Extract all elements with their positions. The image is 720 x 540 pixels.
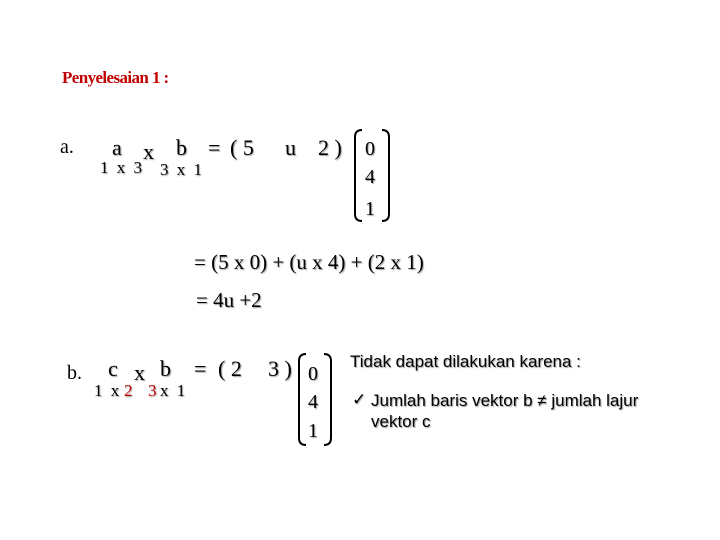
part-b-dim1-rows: 1 x xyxy=(94,381,122,400)
part-b-vector-entry: 0 xyxy=(308,363,318,385)
part-a-row-open: ( 5 xyxy=(230,135,254,160)
part-a-var2: b xyxy=(176,135,187,160)
part-b-row-close: 3 ) xyxy=(268,356,292,381)
part-b-times: x xyxy=(134,360,145,385)
note-heading: Tidak dapat dilakukan karena : xyxy=(350,352,581,371)
part-a-row-close: 2 ) xyxy=(318,135,342,160)
part-a-step1: = (5 x 0) + (u x 4) + (2 x 1) xyxy=(194,250,424,274)
part-b-label: b. xyxy=(67,362,82,384)
part-a-times: x xyxy=(143,139,154,164)
note-line1: Jumlah baris vektor b ≠ jumlah lajur xyxy=(371,391,639,410)
part-a-label: a. xyxy=(60,136,74,158)
part-a-vector-entry: 0 xyxy=(365,138,375,160)
part-a-step2: = 4u +2 xyxy=(196,288,262,312)
part-a-equals: = xyxy=(208,135,221,160)
part-a-var1: a xyxy=(112,135,122,160)
part-b-dim2-cols: x 1 xyxy=(160,381,188,400)
part-b-var1: c xyxy=(108,356,118,381)
part-a-dim2: 3 x 1 xyxy=(160,160,204,179)
part-b-vector-entry: 1 xyxy=(308,420,318,442)
part-a-vector-entry: 4 xyxy=(365,166,375,188)
part-b-dim2-rows: 3 xyxy=(148,381,159,400)
part-b-equals: = xyxy=(194,356,207,381)
part-a-vector-entry: 1 xyxy=(365,198,375,220)
part-a-row-mid: u xyxy=(285,135,296,160)
page-title: Penyelesaian 1 : xyxy=(62,68,169,87)
checkmark-icon: ✓ xyxy=(352,390,367,409)
part-b-var2: b xyxy=(160,356,171,381)
part-b-dim1-cols: 2 xyxy=(124,381,135,400)
part-a-dim1: 1 x 3 xyxy=(100,158,144,177)
part-b-row-open: ( 2 xyxy=(218,356,242,381)
part-b-vector-entry: 4 xyxy=(308,391,318,413)
note-line2: vektor c xyxy=(371,412,431,431)
